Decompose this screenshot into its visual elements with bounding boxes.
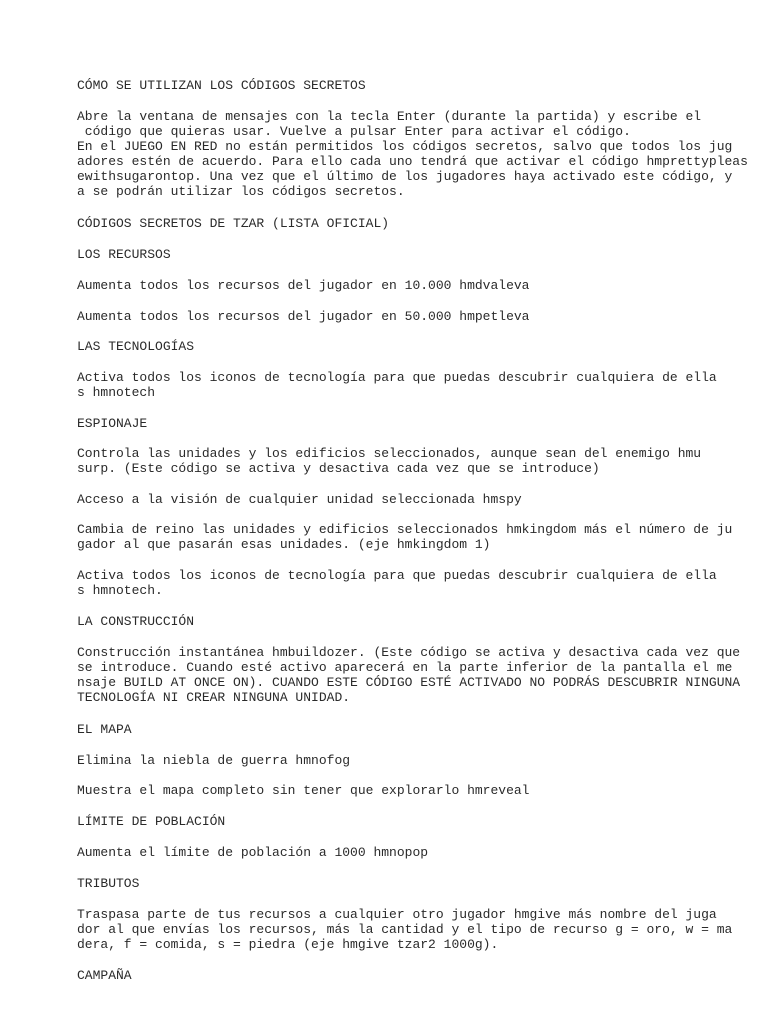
section-heading-tributes: TRIBUTOS xyxy=(77,876,140,891)
paragraph-line: surp. (Este código se activa y desactiva cada vez que se introduce) xyxy=(77,461,600,476)
paragraph-line: dera, f = comida, s = piedra (eje hmgive tzar2 1000g). xyxy=(77,937,499,952)
paragraph-line: nsaje BUILD AT ONCE ON). CUANDO ESTE CÓDIGO ESTÉ ACTIVADO NO PODRÁS DESCUBRIR NINGUNA xyxy=(77,675,741,690)
paragraph-line: se introduce. Cuando esté activo aparecerá en la parte inferior de la pantalla el me xyxy=(77,660,733,675)
section-heading-campaign: CAMPAÑA xyxy=(77,968,132,983)
paragraph-line: Construcción instantánea hmbuildozer. (Este código se activa y desactiva cada vez que xyxy=(77,645,741,660)
paragraph-line: Activa todos los iconos de tecnología para que puedas descubrir cualquiera de ella xyxy=(77,370,717,385)
heading-official-list: CÓDIGOS SECRETOS DE TZAR (LISTA OFICIAL) xyxy=(77,216,390,231)
section-heading-technologies: LAS TECNOLOGÍAS xyxy=(77,339,195,354)
section-heading-resources: LOS RECURSOS xyxy=(77,247,171,262)
section-heading-population-limit: LÍMITE DE POBLACIÓN xyxy=(77,814,226,829)
section-heading-map: EL MAPA xyxy=(77,722,132,737)
paragraph-line: Aumenta todos los recursos del jugador en 50.000 hmpetleva xyxy=(77,309,530,324)
paragraph-line: Elimina la niebla de guerra hmnofog xyxy=(77,753,351,768)
paragraph-line: s hmnotech xyxy=(77,385,156,400)
paragraph-line: adores estén de acuerdo. Para ello cada uno tendrá que activar el código hmprettypleas xyxy=(77,154,748,169)
paragraph-line: Aumenta todos los recursos del jugador en 10.000 hmdvaleva xyxy=(77,278,530,293)
paragraph-line: Cambia de reino las unidades y edificios seleccionados hmkingdom más el número de ju xyxy=(77,522,733,537)
paragraph-line: Acceso a la visión de cualquier unidad seleccionada hmspy xyxy=(77,492,522,507)
paragraph-line: Controla las unidades y los edificios seleccionados, aunque sean del enemigo hmu xyxy=(77,446,702,461)
paragraph-line: dor al que envías los recursos, más la cantidad y el tipo de recurso g = oro, w = ma xyxy=(77,922,733,937)
paragraph-line: a se podrán utilizar los códigos secretos. xyxy=(77,184,405,199)
section-heading-espionage: ESPIONAJE xyxy=(77,416,148,431)
paragraph-line: TECNOLOGÍA NI CREAR NINGUNA UNIDAD. xyxy=(77,690,351,705)
paragraph-line: código que quieras usar. Vuelve a pulsar Enter para activar el código. xyxy=(77,124,631,139)
section-heading-construction: LA CONSTRUCCIÓN xyxy=(77,614,195,629)
paragraph-line: Abre la ventana de mensajes con la tecla Enter (durante la partida) y escribe el xyxy=(77,109,702,124)
paragraph-line: Traspasa parte de tus recursos a cualquier otro jugador hmgive más nombre del juga xyxy=(77,907,717,922)
paragraph-line: s hmnotech. xyxy=(77,583,163,598)
paragraph-line: Activa todos los iconos de tecnología para que puedas descubrir cualquiera de ella xyxy=(77,568,717,583)
heading-how-to-use: CÓMO SE UTILIZAN LOS CÓDIGOS SECRETOS xyxy=(77,78,366,93)
paragraph-line: En el JUEGO EN RED no están permitidos los códigos secretos, salvo que todos los jug xyxy=(77,139,733,154)
paragraph-line: Aumenta el límite de población a 1000 hmnopop xyxy=(77,845,429,860)
paragraph-line: gador al que pasarán esas unidades. (eje hmkingdom 1) xyxy=(77,537,491,552)
paragraph-line: ewithsugarontop. Una vez que el último de los jugadores haya activado este código, y xyxy=(77,169,733,184)
paragraph-line: Muestra el mapa completo sin tener que explorarlo hmreveal xyxy=(77,783,530,798)
